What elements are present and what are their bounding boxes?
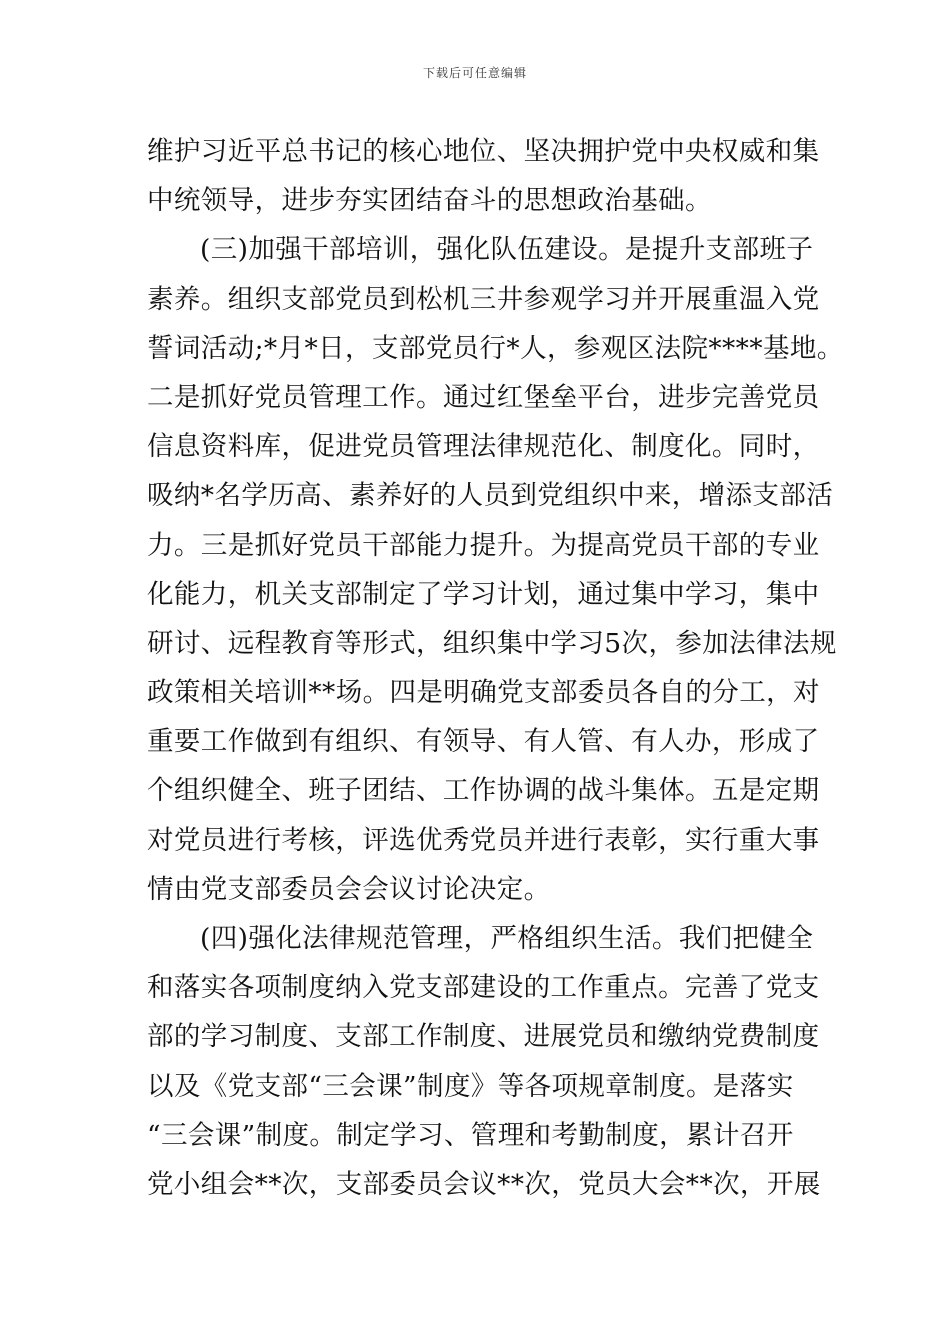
text-line: 中统领导，进步夯实团结奋斗的思想政治基础。 [147,185,712,217]
page-header: 下载后可任意编辑 [422,66,527,80]
text-line: 力。三是抓好党员干部能力提升。为提高党员干部的专业 [147,529,820,561]
text-line: 党小组会**次，支部委员会议**次，党员大会**次，开展 [147,1168,821,1200]
text-line: 维护习近平总书记的核心地位、坚决拥护党中央权威和集 [147,136,820,167]
text-line: 化能力，机关支部制定了学习计划，通过集中学习，集中 [147,578,820,610]
text-line: 研讨、远程教育等形式，组织集中学习5次，参加法律法规 [147,627,837,659]
text-line: 誓词活动;*月*日，支部党员行*人，参观区法院****基地。 [147,332,844,364]
text-line: 情由党支部委员会会议讨论决定。 [147,873,551,905]
text-line: 个组织健全、班子团结、工作协调的战斗集体。五是定期 [147,775,820,807]
text-line: 素养。组织支部党员到松机三井参观学习并开展重温入党 [147,283,820,315]
text-line: 政策相关培训**场。四是明确党支部委员各自的分工，对 [147,677,820,709]
text-line: 重要工作做到有组织、有领导、有人管、有人办，形成了 [147,726,820,758]
text-line: 二是抓好党员管理工作。通过红堡垒平台，进步完善党员 [147,381,820,413]
text-line: 和落实各项制度纳入党支部建设的工作重点。完善了党支 [147,972,820,1004]
text-line: “三会课”制度。制定学习、管理和考勤制度，累计召开 [147,1119,794,1151]
text-line: 部的学习制度、支部工作制度、进展党员和缴纳党费制度 [147,1021,820,1053]
section-heading-line: (三)加强干部培训，强化队伍建设。是提升支部班子 [200,234,814,266]
section-heading-line: (四)强化法律规范管理，严格组织生活。我们把健全 [200,923,814,954]
text-line: 以及《党支部“三会课”制度》等各项规章制度。是落实 [147,1070,794,1102]
text-line: 吸纳*名学历高、素养好的人员到党组织中来，增添支部活 [147,480,834,512]
text-line: 对党员进行考核，评选优秀党员并进行表彰，实行重大事 [147,824,820,856]
document-body [147,127,844,1209]
text-line: 信息资料库，促进党员管理法律规范化、制度化。同时， [147,431,820,463]
